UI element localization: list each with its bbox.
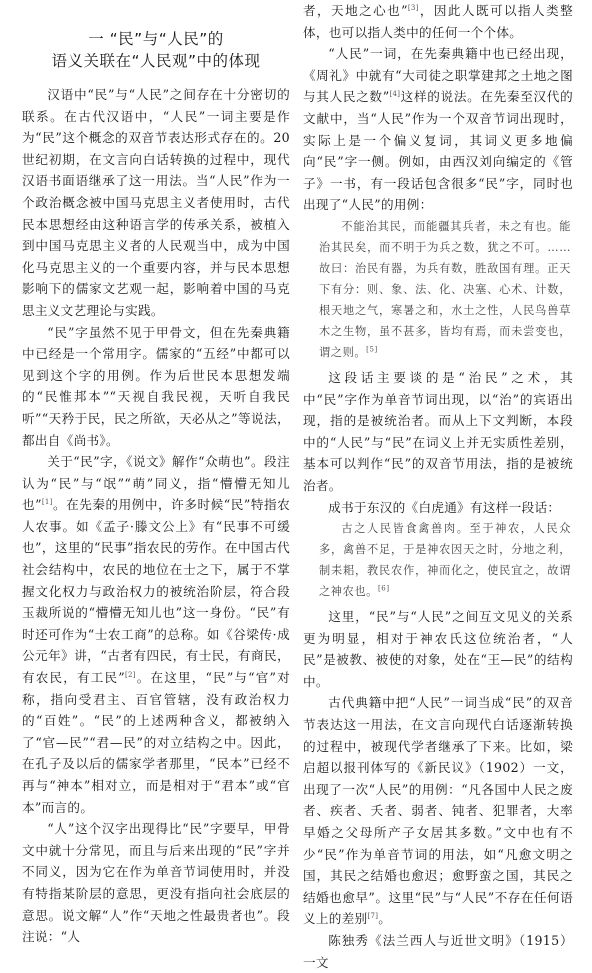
block-quote: 古之人民皆食禽兽肉。至于神农，人民众多，禽兽不足，于是神农因天之时，分地之利，制耒耜，教民农作，神而化之，使民宜之，故谓之神农也。[6] [319,522,571,599]
footnote-ref[interactable]: [7] [367,912,379,921]
footnote-ref[interactable]: [2] [125,670,136,679]
footnote-ref[interactable]: [6] [377,584,390,593]
paragraph: 古代典籍中把“人民”一词当成“民”的双音节表达这一用法，在文言向现代白话逐渐转换的过程中，被现代学者继承了下来。比如，梁启超以报刊体写的《新民议》（1902）一文，出现了一次“人民”的用例：“凡各国中人民之废者、疾者、夭者、弱者、钝者、犯罪者，大率早婚之父母所产子女居其多数。”文中也有不少“民”作为单音节词的用法，如“凡愈文明之国，其民之结婚也愈迟；愈野蛮之国，其民之结婚也愈早”。这里“民”与“人民”不存在任何语义上的差别[7]。 [303,695,573,927]
paragraph: 成书于东汉的《白虎通》有这样一段话： [328,499,561,515]
footnote-ref[interactable]: [1] [41,498,53,507]
section-title-line2: 语义关联在“人民观”中的体现 [51,52,261,70]
paragraph: “人”这个汉字出现得比“民”字要早，甲骨文中就十分常见，而且与后来出现的“民”字并不同义，因为它在作为单音节词使用时，并没有特指某阶层的意思，更没有指向社会底层的意思。说文解“人”作“天地之性最贵者也”。段注说：“人 [22,821,290,945]
footnote-ref[interactable]: [3] [407,3,419,12]
paragraph: 关于“民”字，《说文》解作“众萌也”。段注认为“民”与“氓”“萌”同义，指“懵懵无知儿也”[1]。在先秦的用例中，许多时候“民”特指农人农事。如《孟子·滕文公上》有“民事不可缓也”，这里的“民事”指农民的劳作。在中国古代社会结构中，农民的地位在士之下，属于不掌握文化权力与政治权力的被统治阶层，符合段玉裁所说的“懵懵无知儿也”这一身份。“民”有时还可作为“士农工商”的总称。如《谷梁传·成公元年》讲，“古者有四民，有士民，有商民，有农民，有工民”[2]。在这里，“民”与“官”对称，指向受君主、百官管辖，没有政治权力的“百姓”。“民”的上述两种含义，都被纳入了“官—民”“君—民”的对立结构之中。因此，在孔子及以后的儒家学者那里，“民本”已经不再与“神本”相对立，而是相对于“君本”或“官本”而言的。 [22,454,291,815]
right-column [303,0,573,970]
paragraph: 这段话主要谈的是“治民”之术，其中“民”字作为单音节词出现，以“治”的宾语出现，指的是被统治者。而从上下文判断，本段中的“人民”与“民”在词义上并无实质性差别，基本可以判作“民”的双音节用法，指的是被统治者。 [303,369,573,493]
left-column [22,0,291,945]
paragraph: 汉语中“民”与“人民”之间存在十分密切的联系。在古代汉语中，“人民”一词主要是作为“民”这个概念的双音节表达形式存在的。20 世纪初期，在文言向白话转换的过程中，现代汉语书面语继承了这一用法。当“人民”作为一个政治概念被中国马克思主义者使用时，古代民本思想经由这种语言学的传承关系，被植入到中国马克思主义者的人民观当中，成为中国化马克思主义的一个重要内容，并与民本思想影响下的儒家文艺观一起，影响着中国的马克思主义文艺理论与实践。 [22,87,290,318]
block-quote: 不能治其民，而能疆其兵者，未之有也。能治其民矣，而不明于为兵之数，犹之不可。……故曰：治民有器，为兵有数，胜敌国有理。正天下有分：则、象、法、化、决塞、心术、计数，根天地之气，寒暑之和，水土之性，人民鸟兽草木之生物，虽不甚多，皆均有焉，而未尝变也，谓之则。[5] [319,219,571,359]
paragraph: 陈独秀《法兰西人与近世文明》（1915）一文 [303,933,573,970]
paragraph: 这里，“民”与“人民”之间互文见义的关系更为明显，相对于神农氏这位统治者，“人民”是被教、被使的对象，处在“王—民”的结构中。 [303,609,573,689]
paragraph: “人民”一词，在先秦典籍中也已经出现，《周礼》中就有“大司徒之职掌建邦之土地之图与其人民之数”[4]这样的说法。在先秦至汉代的文献中，当“人民”作为一个双音节词出现时，实际上是一个偏义复词，其词义更多地偏向“民”字一侧。例如，由西汉刘向编定的《管子》一书，有一段话包含很多“民”字，同时也出现了“人民”的用例： [303,46,573,213]
paragraph: “民”字虽然不见于甲骨文，但在先秦典籍中已经是一个常用字。儒家的“五经”中都可以见到这个字的用例。作为后世民本思想发端的“民惟邦本”“天视自我民视，天听自我民听”“天矜于民，民之所欲，天必从之”等说法，都出自《尚书》。 [22,324,290,448]
section-title-line1: 一 “民”与“人民”的 [88,30,224,48]
paragraph-continued: 者，天地之心也”[3]，因此人既可以指人类整体，也可以指人类中的任何一个个体。 [303,3,573,40]
footnote-ref[interactable]: [4] [389,90,401,99]
footnote-ref[interactable]: [5] [366,345,378,354]
